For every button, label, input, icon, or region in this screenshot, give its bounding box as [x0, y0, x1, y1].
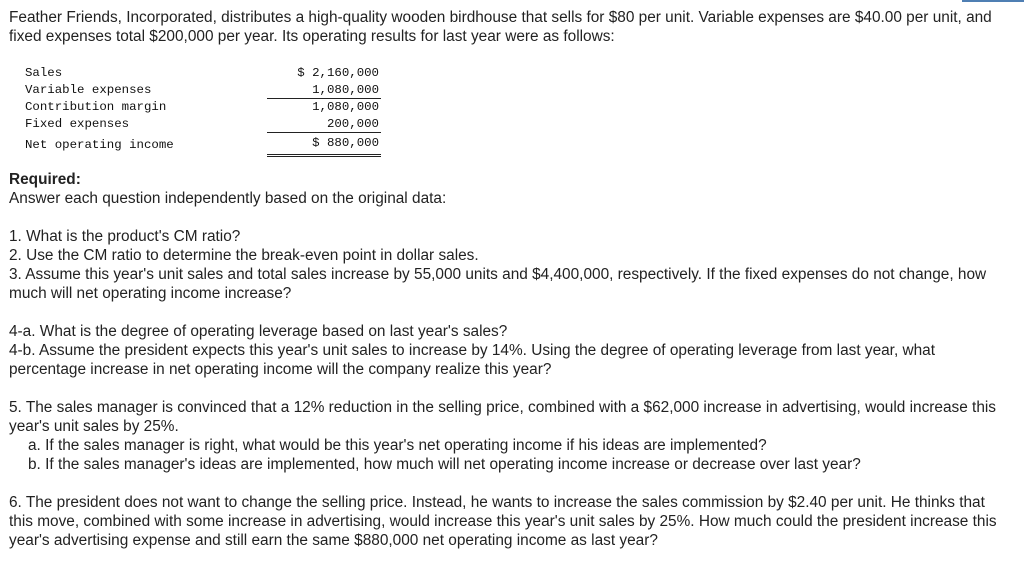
question-5b: b. If the sales manager's ideas are implemented, how much will net operating income increase or decrease over last year? [28, 456, 861, 473]
row-label-variable-expenses: Variable expenses [25, 83, 152, 97]
row-amount-variable-expenses: 1,080,000 [267, 82, 381, 99]
table-row [25, 116, 381, 133]
question-6: 6. The president does not want to change the selling price. Instead, he wants to increase the sales commission by $2.40 per unit. He thinks that this move, combined with some increase in advertising, would increase this year's unit sales by 25%. How much could the president increase this year's advertising expense and still earn the same $880,000 net operating income as last year? [9, 494, 997, 549]
question-4b: 4-b. Assume the president expects this year's unit sales to increase by 14%. Using the degree of operating leverage from last year, what percentage increase in net operating income will the company realize this year? [9, 342, 936, 378]
top-accent-bar [962, 0, 1024, 2]
income-statement-table [25, 65, 381, 157]
row-label-sales: Sales [25, 66, 63, 80]
required-heading: Required: [9, 171, 81, 188]
question-list [9, 227, 1009, 550]
row-label-net-operating-income: Net operating income [25, 137, 174, 152]
row-label-fixed-expenses: Fixed expenses [25, 117, 130, 131]
row-amount-contribution-margin: 1,080,000 [312, 100, 379, 114]
problem-intro: Feather Friends, Incorporated, distributes a high-quality wooden birdhouse that sells for $80 per unit. Variable expenses are $40.00 per unit, and fixed expenses total $200,000 per year. Its operating results for last year were as follows: [9, 9, 992, 45]
question-2: 2. Use the CM ratio to determine the break-even point in dollar sales. [9, 247, 479, 264]
table-row [25, 99, 381, 116]
row-label-contribution-margin: Contribution margin [25, 100, 167, 114]
required-instructions: Answer each question independently based on the original data: [9, 190, 447, 207]
problem-content [9, 8, 1009, 569]
table-row [25, 133, 381, 156]
question-group-6 [9, 493, 1009, 550]
question-group-1-3 [9, 227, 1009, 303]
question-group-4 [9, 322, 1009, 379]
row-amount-sales: $ 2,160,000 [297, 66, 379, 80]
question-3: 3. Assume this year's unit sales and total sales increase by 55,000 units and $4,400,000, respectively. If the fixed expenses do not change, how much will net operating income increase? [9, 266, 987, 302]
table-row [25, 65, 381, 82]
question-5a: a. If the sales manager is right, what would be this year's net operating income if his ideas are implemented? [28, 437, 767, 454]
question-4a: 4-a. What is the degree of operating leverage based on last year's sales? [9, 323, 508, 340]
table-row [25, 82, 381, 99]
row-amount-fixed-expenses: 200,000 [267, 116, 381, 133]
row-amount-net-operating-income: $ 880,000 [267, 133, 381, 156]
question-group-5 [9, 398, 1009, 474]
question-1: 1. What is the product's CM ratio? [9, 228, 241, 245]
question-5: 5. The sales manager is convinced that a 12% reduction in the selling price, combined with a $62,000 increase in advertising, would increase this year's unit sales by 25%. [9, 399, 996, 435]
